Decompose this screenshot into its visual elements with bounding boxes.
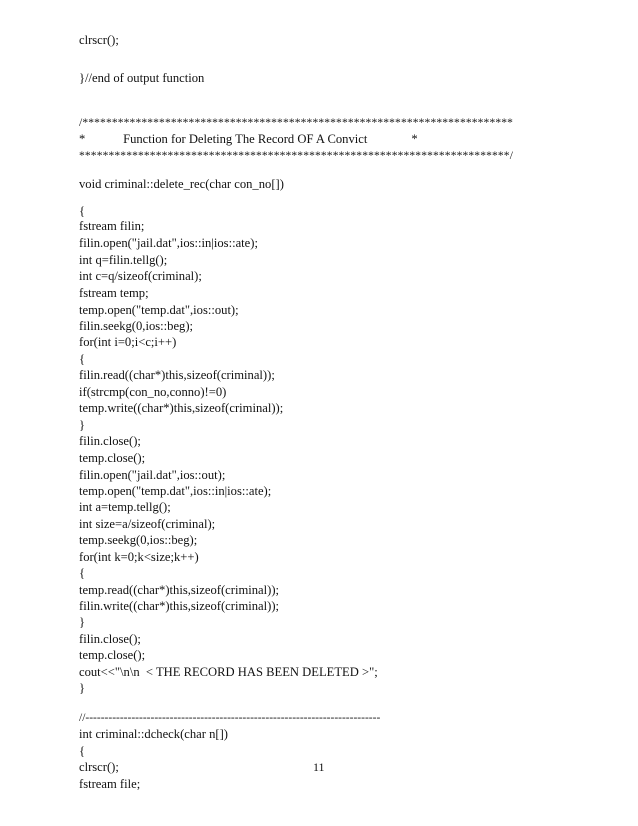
code-line-17: filin.read((char*)this,sizeof(criminal));	[79, 368, 275, 382]
code-line-35: cout<<"\n\n < THE RECORD HAS BEEN DELETED >";	[79, 665, 378, 679]
code-line-12: fstream temp;	[79, 286, 149, 300]
code-line-2: }//end of output function	[79, 71, 205, 85]
code-line-24: temp.open("temp.dat",ios::in|ios::ate);	[79, 484, 272, 498]
code-line-39: {	[79, 744, 86, 758]
code-line-23: filin.open("jail.dat",ios::out);	[79, 468, 226, 482]
code-line-11: int c=q/sizeof(criminal);	[79, 269, 202, 283]
code-line-13: temp.open("temp.dat",ios::out);	[79, 303, 239, 317]
code-line-1: clrscr();	[79, 33, 119, 47]
code-line-15: for(int i=0;i<c;i++)	[79, 335, 177, 349]
code-line-20: }	[79, 418, 86, 432]
code-line-21: filin.close();	[79, 434, 141, 448]
code-line-32: }	[79, 615, 86, 629]
code-line-41: fstream file;	[79, 777, 141, 791]
code-line-7: {	[79, 204, 86, 218]
code-line-10: int q=filin.tellg();	[79, 253, 168, 267]
page-number-text: 11	[313, 760, 325, 774]
code-line-30: temp.read((char*)this,sizeof(criminal));	[79, 583, 280, 597]
code-line-27: temp.seekg(0,ios::beg);	[79, 533, 198, 547]
code-line-22: temp.close();	[79, 451, 146, 465]
function-signature-delete-rec: void criminal::delete_rec(char con_no[])	[79, 177, 284, 191]
code-line-28: for(int k=0;k<size;k++)	[79, 550, 199, 564]
code-line-34: temp.close();	[79, 648, 146, 662]
code-line-19: temp.write((char*)this,sizeof(criminal));	[79, 401, 284, 415]
comment-banner-bottom: *************************************************************************/	[79, 150, 514, 162]
code-line-26: int size=a/sizeof(criminal);	[79, 517, 216, 531]
code-line-31: filin.write((char*)this,sizeof(criminal));	[79, 599, 280, 613]
code-line-16: {	[79, 352, 86, 366]
code-line-33: filin.close();	[79, 632, 141, 646]
code-line-36: }	[79, 681, 86, 695]
code-line-8: fstream filin;	[79, 219, 145, 233]
comment-banner-top: /*************************************************************************	[79, 117, 514, 129]
code-line-18: if(strcmp(con_no,conno)!=0)	[79, 385, 227, 399]
code-line-40: clrscr();	[79, 760, 119, 774]
code-line-29: {	[79, 566, 86, 580]
code-line-25: int a=temp.tellg();	[79, 500, 171, 514]
comment-banner-title: * Function for Deleting The Record OF A Convict *	[79, 132, 418, 146]
function-signature-dcheck: int criminal::dcheck(char n[])	[79, 727, 228, 741]
code-line-9: filin.open("jail.dat",ios::in|ios::ate);	[79, 236, 258, 250]
code-line-14: filin.seekg(0,ios::beg);	[79, 319, 194, 333]
separator-comment: //-----------------------------------------------------------------------------	[79, 712, 381, 724]
